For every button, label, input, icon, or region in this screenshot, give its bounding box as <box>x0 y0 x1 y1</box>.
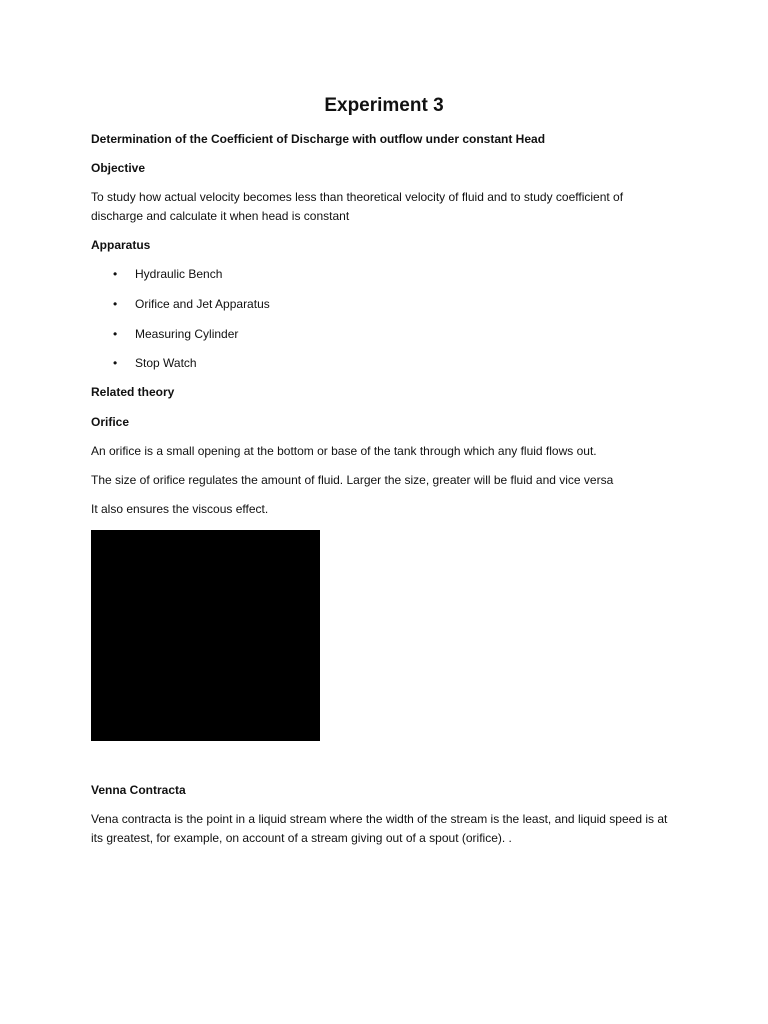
related-theory-heading: Related theory <box>91 385 175 399</box>
apparatus-item <box>113 354 197 373</box>
apparatus-item <box>113 325 238 344</box>
experiment-subtitle: Determination of the Coefficient of Discharge with outflow under constant Head <box>91 132 546 146</box>
venna-contracta-text: Vena contracta is the point in a liquid stream where the width of the stream is the least, and liquid speed is at its greatest, for example, on account of a stream giving out of a spout (orifice). . <box>91 812 668 845</box>
orifice-size-text: The size of orifice regulates the amount of fluid. Larger the size, greater will be fluid and vice versa <box>91 473 614 487</box>
venna-contracta-heading: Venna Contracta <box>91 783 186 797</box>
apparatus-item-label: Stop Watch <box>135 356 197 370</box>
orifice-heading: Orifice <box>91 415 130 429</box>
objective-text: To study how actual velocity becomes less than theoretical velocity of fluid and to study coefficient of discharge and calculate it when head is constant <box>91 190 624 223</box>
bullet-icon: • <box>113 327 118 341</box>
page-title: Experiment 3 <box>324 95 444 116</box>
apparatus-item-label: Measuring Cylinder <box>135 327 239 341</box>
apparatus-item <box>113 265 222 284</box>
orifice-viscous-text: It also ensures the viscous effect. <box>91 502 269 516</box>
orifice-definition: An orifice is a small opening at the bottom or base of the tank through which any fluid flows out. <box>91 444 597 458</box>
apparatus-item <box>113 295 270 314</box>
bullet-icon: • <box>113 356 118 370</box>
bullet-icon: • <box>113 267 118 281</box>
objective-heading: Objective <box>91 161 146 175</box>
apparatus-item-label: Orifice and Jet Apparatus <box>135 297 270 311</box>
bullet-icon: • <box>113 297 118 311</box>
apparatus-item-label: Hydraulic Bench <box>135 267 223 281</box>
orifice-figure-image <box>91 530 320 741</box>
apparatus-heading: Apparatus <box>91 238 151 252</box>
